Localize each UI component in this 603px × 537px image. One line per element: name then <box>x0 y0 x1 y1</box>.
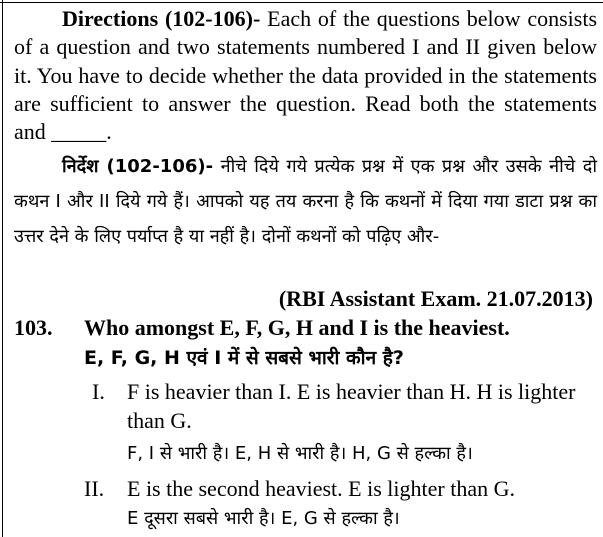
question-text-english: Who amongst E, F, G, H and I is the heaviest. <box>84 315 510 340</box>
statement-1-number: I. <box>92 379 105 404</box>
statement-1-hindi: F, I से भारी है। E, H से भारी है। H, G से हल्का है। <box>127 443 473 464</box>
left-border-rule <box>2 0 3 537</box>
statement-2-hindi: E दूसरा सबसे भारी है। E, G से हल्का है। <box>127 508 400 529</box>
statement-1-english: F is heavier than I. E is heavier than H. H is lighter than G. <box>127 379 576 433</box>
directions-hindi-label: निर्देश (102-106)- <box>62 156 214 177</box>
directions-label: Directions (102-106)- <box>62 6 261 31</box>
top-border-rule <box>0 2 603 3</box>
statement-2-number: II. <box>84 476 105 501</box>
exam-source: (RBI Assistant Exam. 21.07.2013) <box>278 286 593 311</box>
question-text-hindi: E, F, G, H एवं I में से सबसे भारी कौन है? <box>84 347 404 369</box>
directions-english <box>14 5 597 146</box>
directions-hindi <box>14 149 597 254</box>
question-number: 103. <box>14 315 53 340</box>
statement-2-english: E is the second heaviest. E is lighter than G. <box>127 476 515 501</box>
directions-text: Each of the questions below consists of a question and two statements numbered I and II given below it. You have to decide whether the data provided in the statements are sufficient to answer the question. Read both the statements and _____. <box>14 6 598 145</box>
directions-hindi-text: नीचे दिये गये प्रत्येक प्रश्न में एक प्रश्न और उसके नीचे दो कथन I और II दिये गये हैं। आपको यह तय करना है कि कथनों में दिया गया डाटा प्रश्न का उत्तर देने के लिए पर्याप्त है या नहीं है। दोनों कथनों को पढ़िए और- <box>14 156 597 247</box>
